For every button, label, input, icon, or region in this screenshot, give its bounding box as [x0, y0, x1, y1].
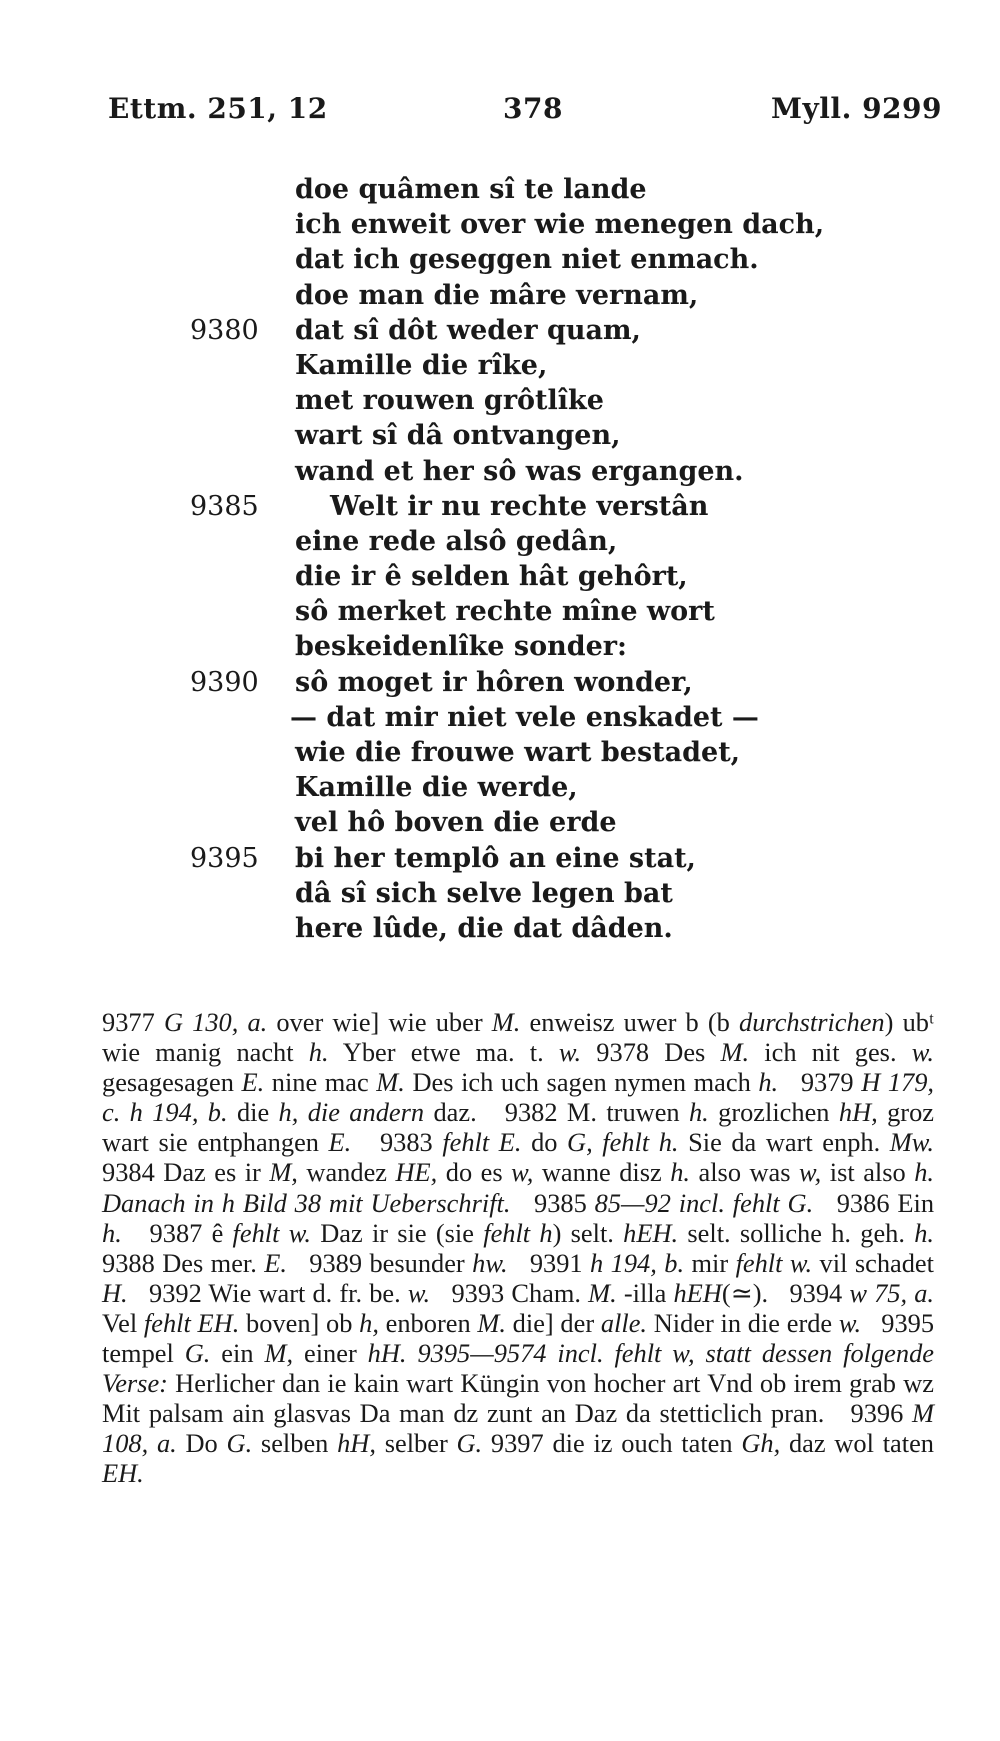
note-siglum: hw.: [472, 1247, 508, 1278]
verse-text: beskeidenlîke sonder:: [295, 631, 627, 663]
verse-number: 9395: [190, 842, 259, 874]
header-right: Myll. 9299: [771, 92, 942, 125]
note-siglum: M.: [376, 1067, 405, 1098]
note-text: 9391: [507, 1247, 591, 1278]
verse-line: [0, 418, 1000, 453]
verse-text: wie die frouwe wart bestadet,: [295, 737, 741, 768]
note-text: mir: [684, 1247, 736, 1278]
verse-text: sô merket rechte mîne wort: [295, 596, 715, 628]
note-siglum: HE,: [395, 1157, 438, 1188]
note-text: 9387 ê: [121, 1217, 233, 1248]
note-text: daz wol taten: [780, 1428, 941, 1459]
note-text: (≃). 9394: [721, 1277, 850, 1308]
note-siglum: M.: [491, 1007, 521, 1037]
verse-line: [0, 313, 1000, 348]
note-text: do: [521, 1127, 568, 1158]
verse-line: [0, 841, 1000, 876]
verse-line: [0, 805, 1000, 840]
note-text: enweisz uwer b (b: [520, 1007, 740, 1037]
note-text: selben: [252, 1428, 338, 1459]
verse-text: dat ich geseggen niet enmach.: [295, 244, 759, 276]
verse-line: [0, 911, 1000, 946]
verse-line: [0, 278, 1000, 313]
note-text: die] der: [505, 1307, 601, 1338]
note-siglum: EH.: [102, 1458, 144, 1489]
note-text: 9379: [778, 1067, 862, 1098]
note-siglum: E.: [328, 1127, 352, 1158]
verse-line: [0, 665, 1000, 700]
page-number: 378: [503, 92, 563, 125]
note-text: 9386 Ein: [813, 1187, 941, 1218]
note-text: selber: [375, 1428, 457, 1459]
note-text: Do: [176, 1428, 227, 1459]
verse-line: [0, 348, 1000, 383]
note-siglum: w.: [558, 1037, 582, 1068]
verse-text: ich enweit over wie menegen dach,: [295, 209, 825, 241]
note-text: selt. solliche h. geh.: [678, 1217, 915, 1248]
note-text: Daz ir sie (sie: [310, 1217, 484, 1248]
note-siglum: h.: [670, 1157, 691, 1188]
note-siglum: G.: [226, 1428, 253, 1459]
note-siglum: M.: [477, 1307, 506, 1338]
note-text: 9395 tempel: [102, 1307, 941, 1369]
note-siglum: G 130, a.: [163, 1007, 268, 1037]
verse-text: die ir ê selden hât gehôrt,: [295, 561, 688, 593]
verse-line: [0, 700, 1000, 735]
note-siglum: G.: [184, 1338, 211, 1369]
note-siglum: G, fehlt h.: [567, 1127, 679, 1158]
note-siglum: h.: [308, 1037, 329, 1068]
note-text: 9393 Cham.: [430, 1277, 589, 1308]
note-siglum: fehlt EH.: [143, 1307, 240, 1338]
verse-text: eine rede alsô gedân,: [295, 525, 618, 557]
note-text: ich nit ges.: [749, 1037, 912, 1068]
note-text: 9378 Des: [581, 1037, 721, 1068]
note-siglum: fehlt h: [483, 1217, 553, 1248]
verse-text: wand et her sô was ergangen.: [295, 455, 744, 487]
note-text: ) selt.: [552, 1217, 624, 1248]
note-text: ist also: [821, 1157, 915, 1188]
note-text: wanne disz: [533, 1157, 671, 1188]
note-siglum: G.: [456, 1428, 483, 1459]
note-siglum: h.: [688, 1097, 709, 1128]
note-siglum: E.: [264, 1247, 287, 1278]
verse-text: wart sî dâ ontvangen,: [295, 420, 621, 452]
note-siglum: h.: [914, 1217, 934, 1248]
note-siglum: fehlt E.: [442, 1127, 522, 1158]
note-text: boven] ob: [239, 1307, 360, 1338]
verse-text: here lûde, die dat dâden.: [295, 912, 673, 944]
note-siglum: 85—92 incl. fehlt G.: [594, 1187, 814, 1218]
verse-text: bi her templô an eine stat,: [295, 842, 696, 874]
note-text: daz. 9382 M. truwen: [424, 1097, 689, 1128]
note-text: die: [227, 1097, 279, 1128]
note-text: -illa: [616, 1277, 674, 1308]
note-siglum: w 75, a.: [849, 1277, 934, 1308]
verse-text: doe quâmen sî te lande: [295, 174, 647, 205]
note-text: ) ubᵗ wie manig nacht: [102, 1007, 941, 1068]
note-siglum: w,: [511, 1157, 534, 1188]
note-text: 9385: [510, 1187, 595, 1218]
note-text: 9388 Des mer.: [102, 1217, 954, 1278]
note-text: gesagesagen: [102, 1037, 941, 1098]
note-text: enboren: [378, 1307, 478, 1338]
note-text: 9392 Wie wart d. fr. be.: [127, 1277, 408, 1308]
note-text: ein: [210, 1338, 265, 1369]
note-text: Des ich uch sagen nymen mach: [404, 1067, 759, 1098]
note-text: Yber etwe ma. t.: [328, 1037, 559, 1068]
verse-text: doe man die mâre vernam,: [295, 279, 699, 311]
note-siglum: hH,: [838, 1097, 878, 1128]
note-siglum: hEH: [673, 1277, 722, 1308]
note-siglum: alle.: [600, 1307, 648, 1338]
verse-line: [0, 489, 1000, 524]
note-text: grozlichen: [708, 1097, 839, 1128]
note-text: also was: [690, 1157, 800, 1188]
note-text: wandez: [297, 1157, 396, 1188]
verse-text: met rouwen grôtlîke: [295, 385, 604, 417]
note-siglum: H.: [102, 1277, 128, 1308]
poem-text: [0, 172, 1000, 946]
note-text: do es: [437, 1157, 512, 1188]
note-siglum: w.: [838, 1307, 862, 1338]
verse-line: [0, 629, 1000, 664]
note-siglum: w.: [911, 1037, 934, 1068]
verse-line: [0, 242, 1000, 277]
verse-text: vel hô boven die erde: [295, 807, 617, 839]
header-left: Ettm. 251, 12: [108, 92, 328, 125]
verse-text: dat sî dôt weder quam,: [295, 314, 641, 346]
note-siglum: Gh,: [741, 1428, 781, 1459]
verse-text: dâ sî sich selve legen bat: [295, 877, 673, 909]
note-siglum: M 108, a.: [102, 1398, 941, 1459]
note-text: groz wart sie entphangen: [102, 1097, 941, 1158]
note-siglum: h.: [758, 1067, 779, 1098]
verse-line: [0, 172, 1000, 207]
note-siglum: M.: [588, 1277, 617, 1308]
note-siglum: h. Danach in h Bild 38 mit Ueberschrift.: [102, 1157, 941, 1218]
note-siglum: hEH.: [623, 1217, 679, 1248]
note-siglum: w,: [799, 1157, 822, 1188]
note-text: Nider in die erde: [647, 1307, 839, 1338]
note-siglum: Mw.: [889, 1127, 934, 1158]
critical-apparatus: [102, 1007, 954, 1489]
verse-line: [0, 207, 1000, 242]
verse-line: [0, 559, 1000, 594]
note-text: Vel: [102, 1277, 941, 1338]
note-text: vil schadet: [812, 1247, 941, 1278]
note-siglum: h 194, b.: [590, 1247, 685, 1278]
note-text: Sie da wart enph.: [678, 1127, 890, 1158]
note-text: 9377: [102, 1007, 164, 1037]
note-siglum: H 179, c. h 194, b.: [102, 1067, 941, 1128]
verse-text: Kamille die werde,: [295, 772, 578, 804]
verse-line: [0, 876, 1000, 911]
note-siglum: h,: [359, 1307, 379, 1338]
verse-text: sô moget ir hôren wonder,: [295, 666, 693, 698]
note-siglum: E.: [241, 1067, 265, 1098]
running-header: [108, 92, 942, 132]
verse-line: [0, 594, 1000, 629]
note-siglum: hH,: [337, 1428, 376, 1459]
note-text: 9397 die iz ouch taten: [482, 1428, 742, 1459]
note-text: nine mac: [264, 1067, 377, 1098]
verse-text: Welt ir nu rechte verstân: [330, 490, 709, 522]
note-siglum: M,: [269, 1157, 298, 1188]
verse-line: [0, 770, 1000, 805]
note-siglum: fehlt w.: [735, 1247, 813, 1278]
verse-text: Kamille die rîke,: [295, 349, 548, 381]
note-text: 9389 besunder: [286, 1247, 473, 1278]
note-text: einer: [293, 1338, 368, 1369]
note-text: over wie] wie uber: [267, 1007, 492, 1037]
note-text: Herlicher dan ie kain wart Küngin von hocher art Vnd ob irem grab wz Mit palsam ain glasvas Da man dz zunt an Daz da stetticlich pran. 9396: [102, 1368, 941, 1429]
note-siglum: h.: [102, 1217, 122, 1248]
note-text: 9384 Daz es ir: [102, 1127, 954, 1188]
verse-line: [0, 524, 1000, 559]
verse-line: [0, 735, 1000, 770]
note-siglum: w.: [407, 1277, 431, 1308]
note-siglum: M.: [720, 1037, 750, 1068]
verse-number: 9380: [190, 314, 259, 346]
verse-number: 9390: [190, 666, 259, 698]
note-siglum: h, die andern: [278, 1097, 425, 1128]
note-siglum: fehlt w.: [232, 1217, 311, 1248]
note-text: 9383: [351, 1127, 443, 1158]
note-siglum: durchstrichen: [739, 1007, 885, 1037]
verse-number: 9385: [190, 490, 259, 522]
note-siglum: hH. 9395—9574 incl. fehlt w, statt dessen folgende Verse:: [102, 1338, 941, 1399]
verse-line: [0, 383, 1000, 418]
verse-line: [0, 454, 1000, 489]
note-siglum: M,: [264, 1338, 294, 1369]
verse-text: — dat mir niet vele enskadet —: [290, 701, 759, 733]
